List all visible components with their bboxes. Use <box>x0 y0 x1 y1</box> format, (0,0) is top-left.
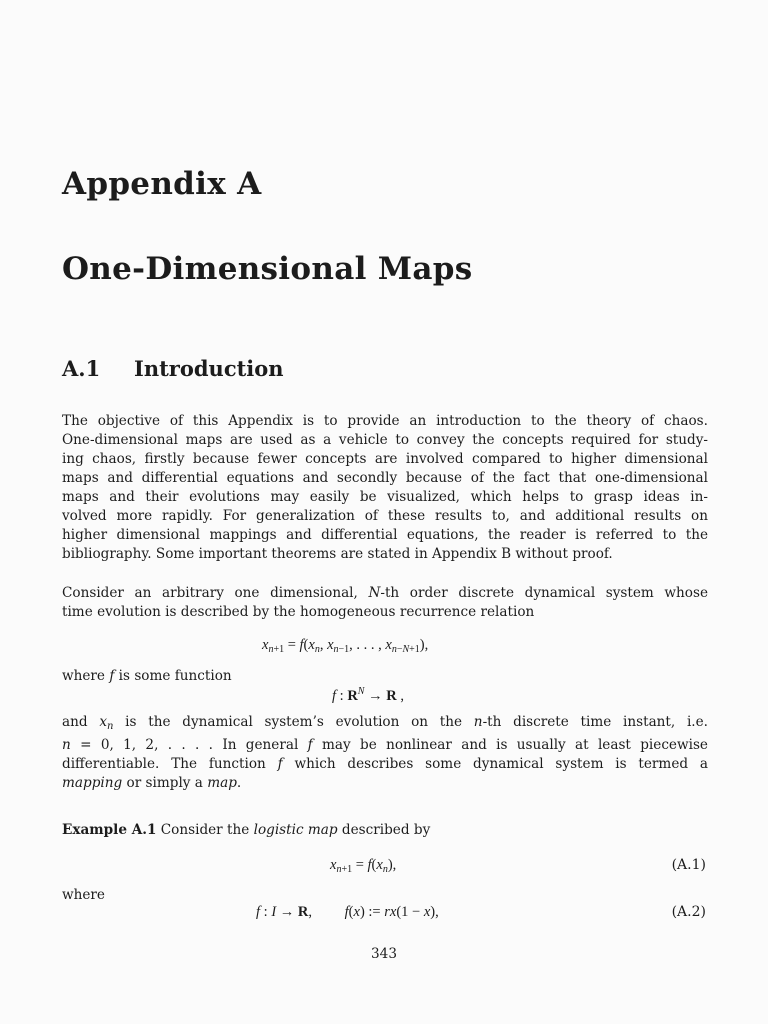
paragraph-line: maps and differential equations and secondly because of the fact that one-dimensional <box>62 470 708 486</box>
page-number: 343 <box>371 946 397 962</box>
section-title: Introduction <box>134 356 284 381</box>
section-heading <box>62 356 284 381</box>
equation-number: (A.1) <box>671 857 706 873</box>
paragraph-line: maps and their evolutions may easily be visualized, which helps to grasp ideas in- <box>62 489 708 505</box>
appendix-title: One-Dimensional Maps <box>62 251 473 287</box>
paragraph-line: n = 0, 1, 2, . . . . In general f may be nonlinear and is usually at least piecewise <box>62 737 708 753</box>
paragraph-line: Consider an arbitrary one dimensional, N-th order discrete dynamical system whose <box>62 585 709 601</box>
example-intro: Example A.1 Consider the logistic map described by <box>62 822 431 838</box>
paragraph-line: higher dimensional mappings and differential equations, the reader is referred to the <box>62 527 708 543</box>
paragraph-line: time evolution is described by the homogeneous recurrence relation <box>62 604 535 620</box>
equation-a1: $x_{n+1} = f(x_n)$, <box>330 857 397 875</box>
paragraph-line: and $x_n$ is the dynamical system’s evolution on the n-th discrete time instant, i.e. <box>62 714 708 732</box>
where-function-line: where f is some function <box>62 668 232 684</box>
paragraph-line: The objective of this Appendix is to provide an introduction to the theory of chaos. <box>62 413 708 429</box>
paragraph-line: ing chaos, firstly because fewer concepts are involved compared to higher dimensional <box>62 451 708 467</box>
paragraph-line: mapping or simply a map. <box>62 775 242 791</box>
paragraph-line: bibliography. Some important theorems are stated in Appendix B without proof. <box>62 546 613 562</box>
paragraph-line: volved more rapidly. For generalization of these results to, and additional results on <box>62 508 708 524</box>
equation-recurrence: $x_{n+1} = f(x_n$, $x_{n-1}$, . . . , $x_{n-N+1}$), <box>262 637 429 655</box>
intro-paragraph <box>62 412 708 564</box>
equation-function-domain: f : $R^N \to R$ , <box>332 686 404 704</box>
where-label: where <box>62 887 105 903</box>
system-paragraph <box>62 584 708 622</box>
paragraph-line: differentiable. The function f which describes some dynamical system is termed a <box>62 756 708 772</box>
paragraph-line: One-dimensional maps are used as a vehicle to convey the concepts required for study- <box>62 432 708 448</box>
logistic-map-term: logistic map <box>253 822 338 838</box>
example-label: Example A.1 <box>62 822 157 838</box>
equation-number: (A.2) <box>671 904 706 920</box>
equation-a2: f : I → R, f(x) := rx(1 − x), <box>256 904 439 920</box>
definition-paragraph <box>62 713 708 793</box>
appendix-label: Appendix A <box>62 166 262 202</box>
section-number: A.1 <box>62 356 101 381</box>
